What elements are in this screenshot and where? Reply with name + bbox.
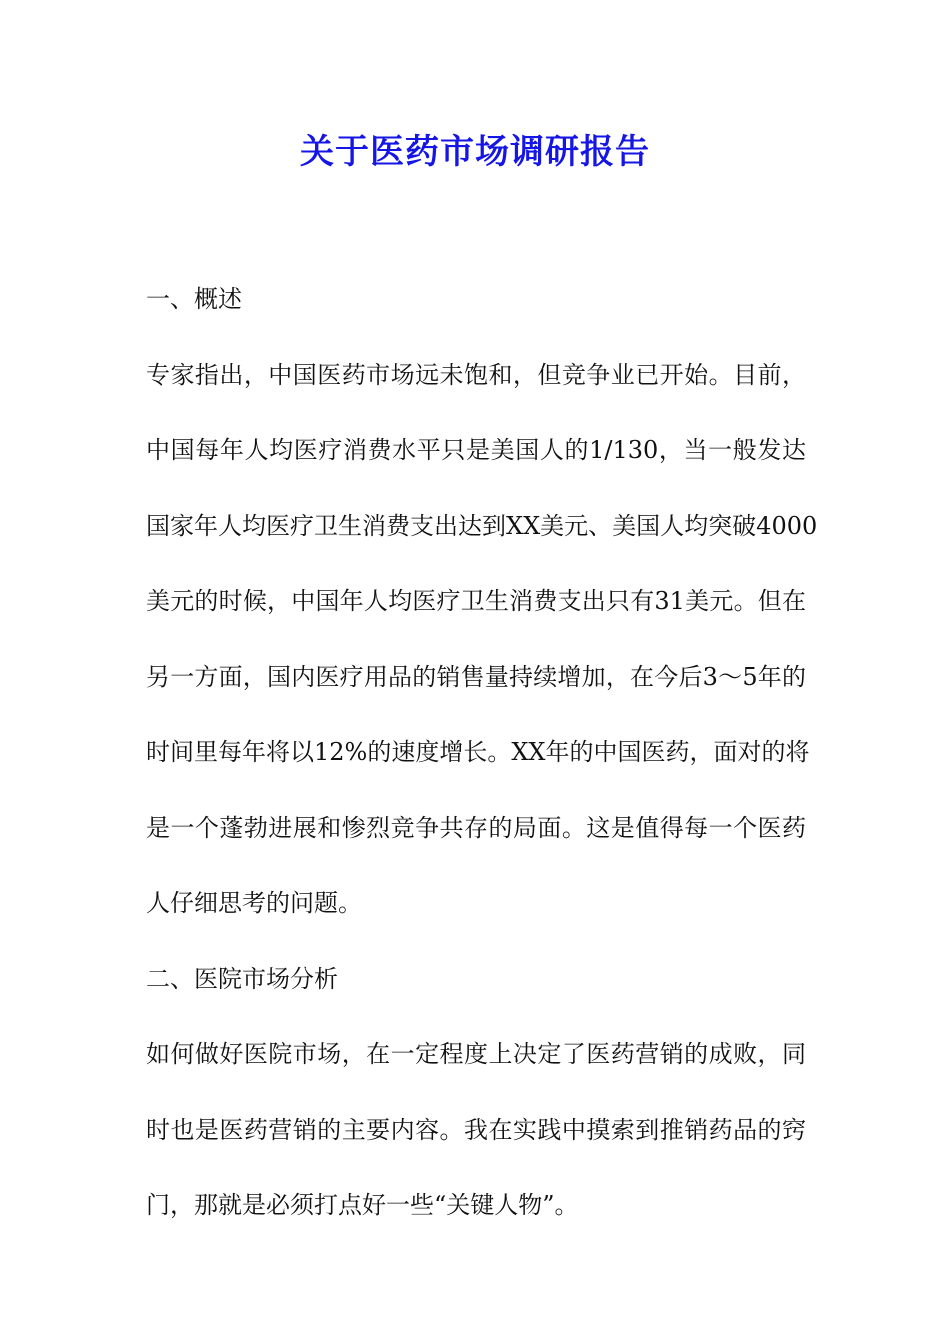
paragraph-line: 另一方面，国内医疗用品的销售量持续增加，在今后3～5年的 <box>146 662 806 691</box>
document-body <box>146 262 818 1244</box>
paragraph-line: 门，那就是必须打点好一些“关键人物”。 <box>146 1191 579 1219</box>
section-heading-hospital-market: 二、医院市场分析 <box>146 964 338 993</box>
paragraph-line: 时也是医药营销的主要内容。我在实践中摸索到推销药品的窍 <box>146 1115 806 1144</box>
paragraph-line: 如何做好医院市场，在一定程度上决定了医药营销的成败，同 <box>146 1040 806 1068</box>
section-heading-overview: 一、概述 <box>146 285 242 313</box>
paragraph-line: 专家指出，中国医药市场远未饱和，但竞争业已开始。目前， <box>146 360 806 389</box>
document-title: 关于医药市场调研报告 <box>300 132 650 172</box>
paragraph-line: 时间里每年将以12%的速度增长。XX年的中国医药，面对的将 <box>146 738 810 766</box>
paragraph-line: 美元的时候，中国年人均医疗卫生消费支出只有31美元。但在 <box>146 587 806 615</box>
paragraph-line: 人仔细思考的问题。 <box>146 889 362 917</box>
paragraph-line: 是一个蓬勃进展和惨烈竞争共存的局面。这是值得每一个医药 <box>146 813 806 842</box>
paragraph-line: 中国每年人均医疗消费水平只是美国人的1/130，当一般发达 <box>146 436 806 464</box>
paragraph-line: 国家年人均医疗卫生消费支出达到XX美元、美国人均突破4000 <box>146 511 818 540</box>
